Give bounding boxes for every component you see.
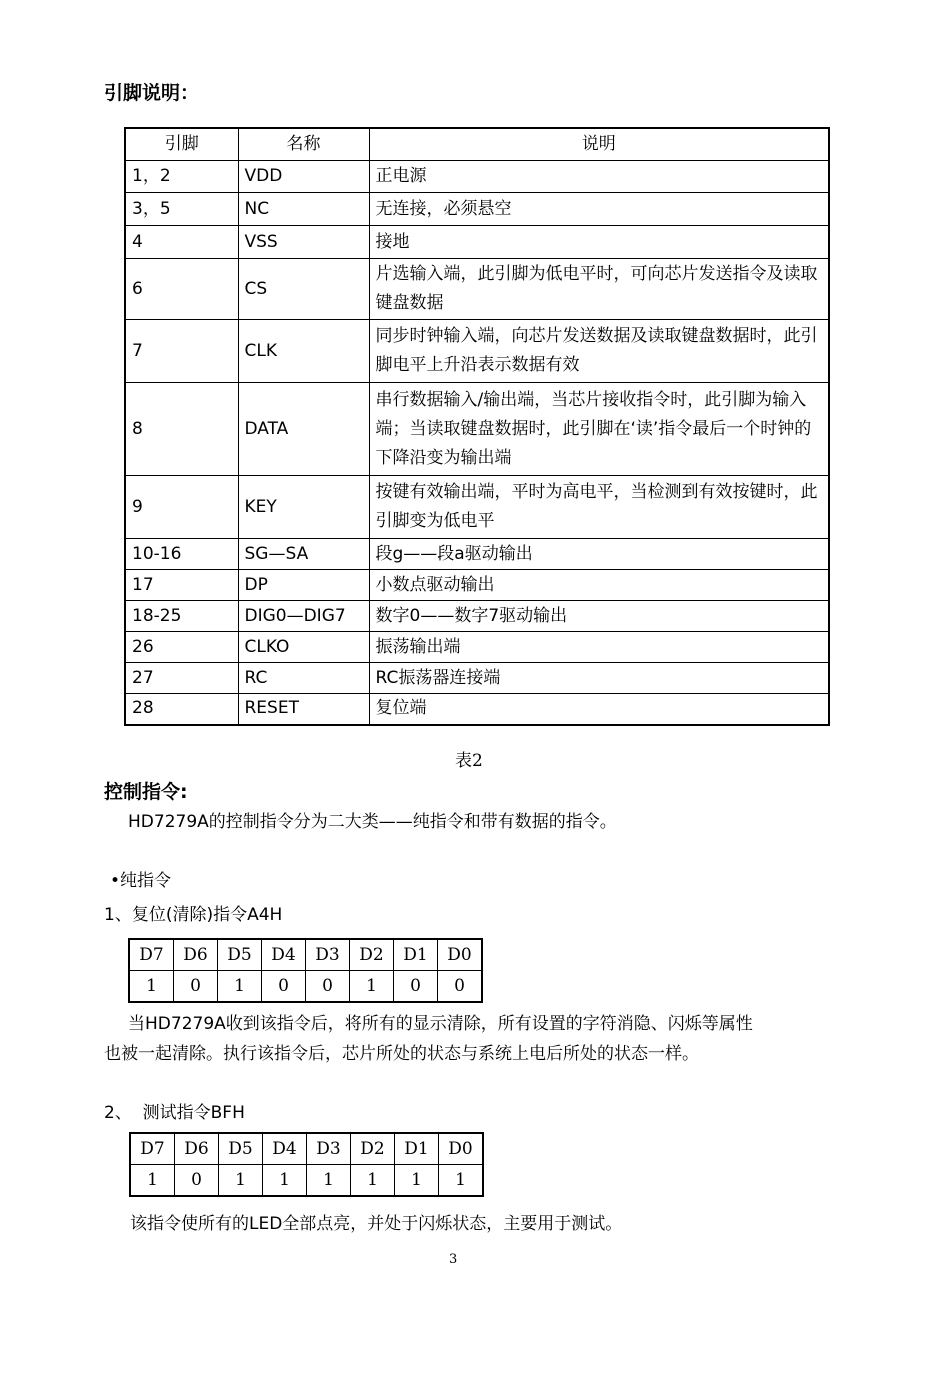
table-row — [125, 320, 829, 383]
cmd2-desc: 该指令使所有的LED全部点亮，并处于闪烁状态，主要用于测试。 — [130, 1214, 623, 1234]
table-row — [125, 476, 829, 539]
bit-header: D2 — [351, 1133, 395, 1165]
table-row — [125, 259, 829, 320]
bit-value: 1 — [395, 1165, 439, 1197]
cmd1-desc-line1: 当HD7279A收到该指令后，将所有的显示清除，所有设置的字符消隐、闪烁等属性 — [128, 1014, 753, 1034]
cell-desc: 段g——段a驱动输出 — [369, 539, 829, 570]
cell-pin: 8 — [125, 383, 238, 476]
bit-value: 0 — [394, 971, 438, 1003]
bit-value: 1 — [439, 1165, 484, 1197]
bit-value: 1 — [218, 971, 262, 1003]
bit-value: 1 — [350, 971, 394, 1003]
bit-header: D7 — [129, 939, 174, 971]
bit-value: 1 — [219, 1165, 263, 1197]
bit-value: 1 — [351, 1165, 395, 1197]
cell-desc: RC振荡器连接端 — [369, 663, 829, 694]
bit-header: D3 — [307, 1133, 351, 1165]
cell-desc: 片选输入端，此引脚为低电平时，可向芯片发送指令及读取键盘数据 — [369, 259, 829, 320]
cell-desc: 小数点驱动输出 — [369, 570, 829, 601]
cell-name: CLK — [238, 320, 369, 383]
cell-desc: 同步时钟输入端，向芯片发送数据及读取键盘数据时，此引脚电平上升沿表示数据有效 — [369, 320, 829, 383]
cell-pin: 9 — [125, 476, 238, 539]
cell-pin: 10-16 — [125, 539, 238, 570]
cell-desc: 无连接，必须悬空 — [369, 193, 829, 226]
pure-command-label: •纯指令 — [110, 871, 172, 891]
cmd2-title: 2、 测试指令BFH — [104, 1103, 245, 1123]
table-header-row — [125, 128, 829, 161]
bit-header: D7 — [130, 1133, 175, 1165]
bit-value: 0 — [438, 971, 483, 1003]
bit-header: D2 — [350, 939, 394, 971]
bit-value: 1 — [307, 1165, 351, 1197]
table-row — [125, 632, 829, 663]
cell-pin: 17 — [125, 570, 238, 601]
table-row — [125, 570, 829, 601]
bit-value-row — [129, 971, 482, 1003]
header-name: 名称 — [238, 128, 369, 161]
table-row — [125, 193, 829, 226]
bit-value: 0 — [174, 971, 218, 1003]
cell-name: VSS — [238, 226, 369, 259]
cell-name: DP — [238, 570, 369, 601]
bit-value: 1 — [130, 1165, 175, 1197]
cell-pin: 18-25 — [125, 601, 238, 632]
cell-desc: 振荡输出端 — [369, 632, 829, 663]
control-heading: 控制指令: — [104, 781, 188, 803]
cell-desc: 数字0——数字7驱动输出 — [369, 601, 829, 632]
table-row — [125, 601, 829, 632]
cell-desc: 串行数据输入/输出端，当芯片接收指令时，此引脚为输入端；当读取键盘数据时，此引脚在‘读’指令最后一个时钟的下降沿变为输出端 — [369, 383, 829, 476]
bit-header: D0 — [438, 939, 483, 971]
cell-pin: 7 — [125, 320, 238, 383]
cell-desc: 按键有效输出端，平时为高电平，当检测到有效按键时，此引脚变为低电平 — [369, 476, 829, 539]
cell-name: KEY — [238, 476, 369, 539]
bit-value: 1 — [263, 1165, 307, 1197]
cell-name: DATA — [238, 383, 369, 476]
bit-header: D4 — [262, 939, 306, 971]
cmd1-bit-table — [128, 938, 483, 1003]
cmd1-title: 1、复位(清除)指令A4H — [104, 905, 283, 925]
cell-name: CS — [238, 259, 369, 320]
cell-pin: 1，2 — [125, 161, 238, 193]
bit-header: D3 — [306, 939, 350, 971]
cell-name: DIG0—DIG7 — [238, 601, 369, 632]
cell-name: CLKO — [238, 632, 369, 663]
cell-name: VDD — [238, 161, 369, 193]
bit-value: 0 — [175, 1165, 219, 1197]
bit-header: D1 — [395, 1133, 439, 1165]
cmd2-bit-table — [129, 1132, 484, 1197]
bit-header: D4 — [263, 1133, 307, 1165]
header-pin: 引脚 — [125, 128, 238, 161]
table-row — [125, 383, 829, 476]
cell-pin: 6 — [125, 259, 238, 320]
table-row — [125, 226, 829, 259]
table-caption: 表2 — [455, 751, 483, 771]
table-row — [125, 694, 829, 725]
cell-desc: 接地 — [369, 226, 829, 259]
cell-pin: 4 — [125, 226, 238, 259]
cell-name: NC — [238, 193, 369, 226]
bit-header: D1 — [394, 939, 438, 971]
cell-desc: 复位端 — [369, 694, 829, 725]
pin-section-heading: 引脚说明： — [104, 82, 200, 104]
cell-pin: 26 — [125, 632, 238, 663]
cell-pin: 3，5 — [125, 193, 238, 226]
cell-pin: 27 — [125, 663, 238, 694]
table-row — [125, 663, 829, 694]
cell-name: RC — [238, 663, 369, 694]
table-row — [125, 161, 829, 193]
bit-header-row — [129, 939, 482, 971]
table-row — [125, 539, 829, 570]
cell-name: SG—SA — [238, 539, 369, 570]
bit-value-row — [130, 1165, 483, 1197]
bit-header: D6 — [174, 939, 218, 971]
cell-desc: 正电源 — [369, 161, 829, 193]
pin-table — [124, 127, 830, 726]
bit-header: D5 — [219, 1133, 263, 1165]
bit-value: 0 — [306, 971, 350, 1003]
bit-value: 0 — [262, 971, 306, 1003]
bit-header: D0 — [439, 1133, 484, 1165]
bit-value: 1 — [129, 971, 174, 1003]
bit-header-row — [130, 1133, 483, 1165]
page-number: 3 — [449, 1252, 458, 1267]
control-intro: HD7279A的控制指令分为二大类——纯指令和带有数据的指令。 — [128, 812, 617, 832]
header-desc: 说明 — [369, 128, 829, 161]
cell-pin: 28 — [125, 694, 238, 725]
cell-name: RESET — [238, 694, 369, 725]
cmd1-desc-line2: 也被一起清除。执行该指令后，芯片所处的状态与系统上电后所处的状态一样。 — [104, 1044, 699, 1064]
bit-header: D6 — [175, 1133, 219, 1165]
bit-header: D5 — [218, 939, 262, 971]
